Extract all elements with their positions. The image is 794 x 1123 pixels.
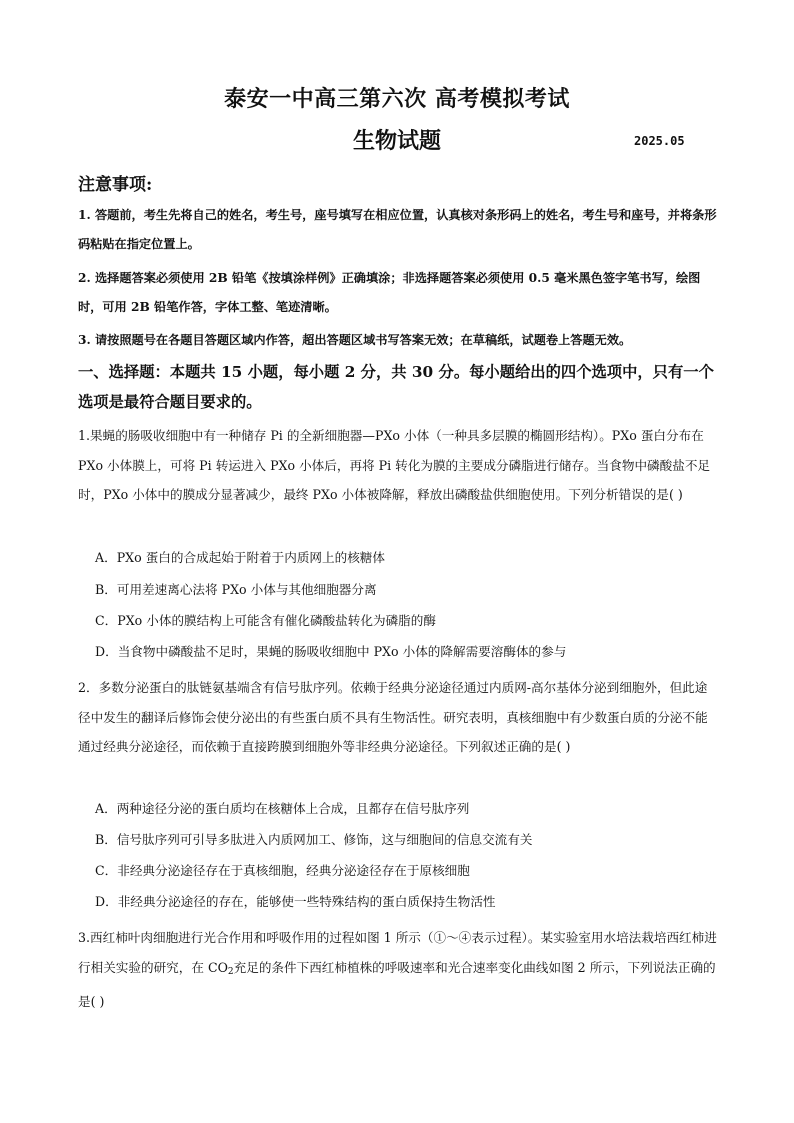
question-1-option-b: B．可用差速离心法将 PXo 小体与其他细胞器分离 <box>95 582 377 597</box>
question-2-option-c: C．非经典分泌途径存在于真核细胞，经典分泌途径存在于原核细胞 <box>95 863 470 878</box>
exam-title: 泰安一中高三第六次 高考模拟考试 <box>224 86 570 112</box>
question-2-option-b: B．信号肽序列可引导多肽进入内质网加工、修饰，这与细胞间的信息交流有关 <box>95 832 533 847</box>
co2-subscript: 2 <box>227 966 234 977</box>
question-1-option-a: A．PXo 蛋白的合成起始于附着于内质网上的核糖体 <box>95 550 385 565</box>
notice-heading: 注意事项: <box>78 175 153 195</box>
question-3-stem-part-b: 充足的条件下西红柿植株的呼吸速率和光合速率变化曲线如图 2 所示，下列说法正确的是( ) <box>78 959 716 1009</box>
notice-item-3: 3. 请按照题号在各题目答题区域内作答，超出答题区域书写答案无效；在草稿纸，试题卷上答题无效。 <box>78 333 632 347</box>
notice-item-1: 1. 答题前，考生先将自己的姓名，考生号，座号填写在相应位置，认真核对条形码上的姓名，考生号和座号，并将条形码粘贴在指定位置上。 <box>78 208 717 251</box>
section-heading: 一、选择题：本题共 15 小题，每小题 2 分，共 30 分。每小题给出的四个选项中，只有一个选项是最符合题目要求的。 <box>78 363 714 411</box>
question-1-option-c: C．PXo 小体的膜结构上可能含有催化磷酸盐转化为磷脂的酶 <box>95 613 436 628</box>
question-2-option-a: A．两种途径分泌的蛋白质均在核糖体上合成，且都存在信号肽序列 <box>95 801 470 816</box>
question-1-stem: 1.果蝇的肠吸收细胞中有一种储存 Pi 的全新细胞器—PXo 小体（一种具多层膜的椭圆形结构）。PXo 蛋白分布在 PXo 小体膜上，可将 Pi 转运进入 PXo 小体后，再将 Pi 转化为膜的主要成分磷脂进行储存。当食物中磷酸盐不足时，PXo 小体中的膜成分显著减少，最终 PXo 小体被降解，释放出磷酸盐供细胞使用。下列分析错误的是( ) <box>78 428 711 502</box>
question-3-stem <box>78 923 718 1017</box>
question-1-option-d: D．当食物中磷酸盐不足时，果蝇的肠吸收细胞中 PXo 小体的降解需要溶酶体的参与 <box>95 644 567 659</box>
question-2-option-d: D．非经典分泌途径的存在，能够使一些特殊结构的蛋白质保持生物活性 <box>95 894 496 909</box>
question-2-stem: 2．多数分泌蛋白的肽链氨基端含有信号肽序列。依赖于经典分泌途径通过内质网-高尔基体分泌到细胞外，但此途径中发生的翻译后修饰会使分泌出的有些蛋白质不具有生物活性。研究表明，真核细胞中有少数蛋白质的分泌不能通过经典分泌途径，而依赖于直接跨膜到细胞外等非经典分泌途径。下列叙述正确的是( ) <box>78 680 708 754</box>
notice-item-2: 2. 选择题答案必须使用 2B 铅笔《按填涂样例》正确填涂；非选择题答案必须使用 0.5 毫米黑色签字笔书写，绘图时，可用 2B 铅笔作答，字体工整、笔迹清晰。 <box>78 271 701 314</box>
subject-title: 生物试题 <box>352 128 441 154</box>
question-3-stem-part-a: 3.西红柿叶肉细胞进行光合作用和呼吸作用的过程如图 1 所示（①～④表示过程）。某实验室用水培法栽培西红柿进行相关实验的研究，在 CO <box>78 930 717 975</box>
exam-date: 2025.05 <box>634 134 685 148</box>
